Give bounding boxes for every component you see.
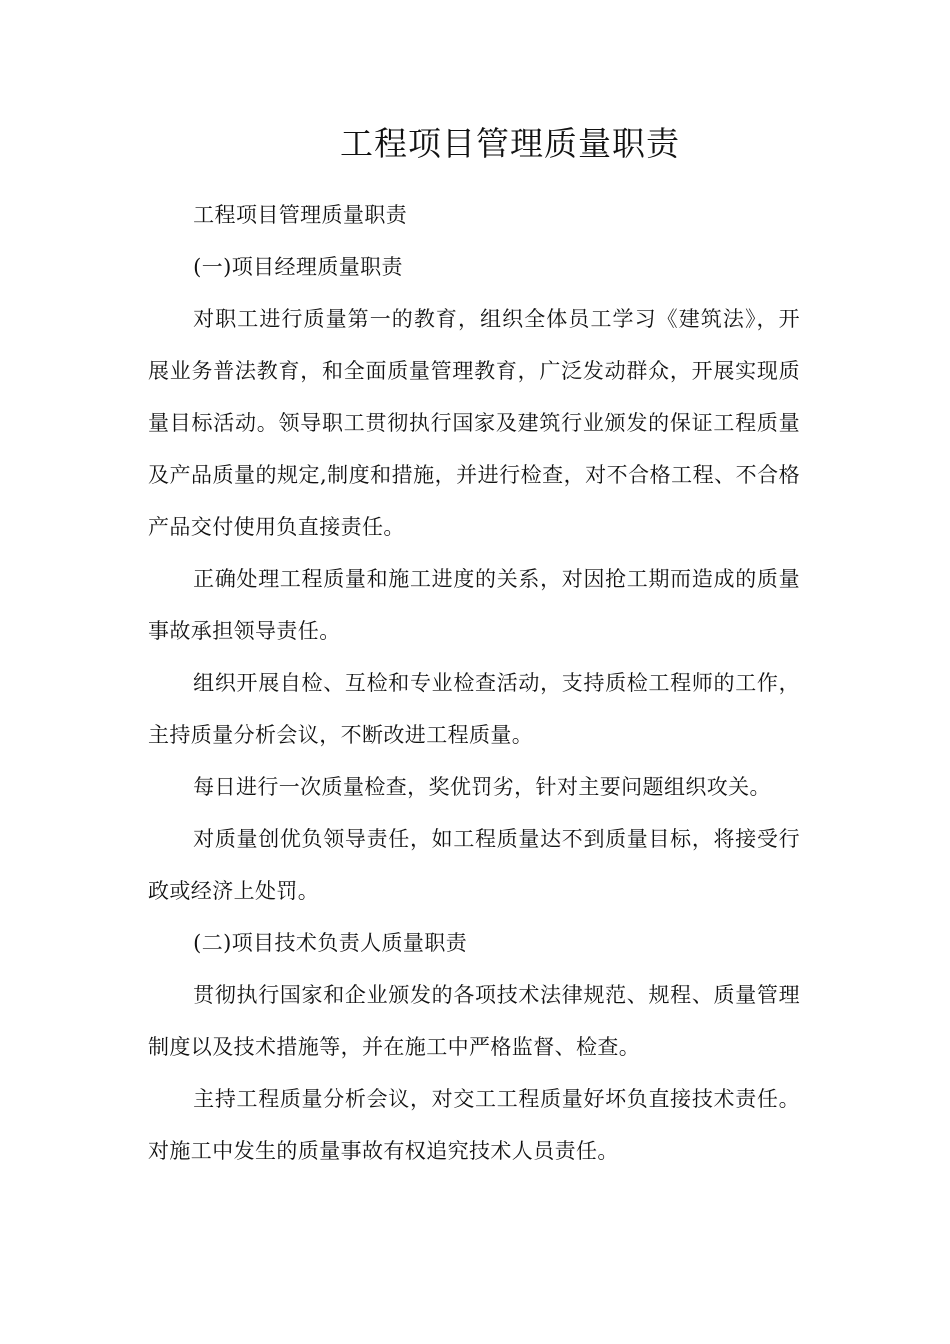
document-title: 工程项目管理质量职责 [340, 124, 680, 163]
paragraph: 贯彻执行国家和企业颁发的各项技术法律规范、规程、质量管理制度以及技术措施等，并在施工中严格监督、检查。 [148, 983, 800, 1059]
paragraph: 主持工程质量分析会议，对交工工程质量好坏负直接技术责任。对施工中发生的质量事故有权追究技术人员责任。 [148, 1087, 800, 1163]
paragraph: 组织开展自检、互检和专业检查活动，支持质检工程师的工作，主持质量分析会议，不断改进工程质量。 [148, 671, 800, 747]
paragraph: 每日进行一次质量检查，奖优罚劣，针对主要问题组织攻关。 [193, 775, 771, 799]
section-heading-project-manager: (一)项目经理质量职责 [193, 255, 403, 279]
paragraph: 正确处理工程质量和施工进度的关系，对因抢工期而造成的质量事故承担领导责任。 [148, 567, 800, 643]
paragraph-heading: 工程项目管理质量职责 [193, 203, 408, 227]
paragraph: 对职工进行质量第一的教育，组织全体员工学习《建筑法》，开展业务普法教育，和全面质量管理教育，广泛发动群众，开展实现质量目标活动。领导职工贯彻执行国家及建筑行业颁发的保证工程质量及产品质量的规定,制度和措施，并进行检查，对不合格工程、不合格产品交付使用负直接责任。 [148, 307, 800, 539]
document-body [148, 189, 800, 1177]
paragraph: 对质量创优负领导责任，如工程质量达不到质量目标，将接受行政或经济上处罚。 [148, 827, 800, 903]
section-heading-technical-lead: (二)项目技术负责人质量职责 [193, 931, 468, 955]
